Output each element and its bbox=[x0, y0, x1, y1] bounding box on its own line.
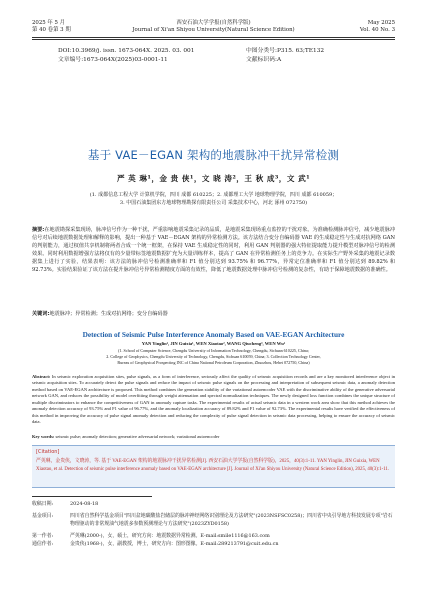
footnote-value: 四川省自然科学基金项目"四川盆地碳酸盐岩储层的脉冲神经网络识别理论及方法研究"(2023NSFSC0258)；四川省中央引导地方科技发展专项"岩石物理驱动的非常规油气地震多参数预测理论与方法研究"(2023ZYD0158) bbox=[70, 512, 393, 527]
affiliations-en bbox=[40, 348, 387, 366]
footnote-value: 金贵侠(1968-)，女，副教授，博士，研究方向：图形图像。E-mail:289213791@cuit.edu.cn bbox=[70, 540, 279, 547]
citation-heading: [Citation] bbox=[36, 449, 60, 455]
citation-text bbox=[36, 458, 391, 473]
header-journal-name bbox=[32, 20, 395, 34]
header-rule-thin bbox=[32, 39, 395, 40]
citation-box bbox=[32, 445, 395, 488]
journal-name-cn: 西安石油大学学报(自然科学版) bbox=[176, 20, 251, 26]
article-title-cn: 基于 VAE－EGAN 架构的地震脉冲干扰异常检测 bbox=[87, 148, 340, 162]
affiliation-line: 3. 中国石油集团东方地球物理勘探有限责任公司 采集技术中心，河北 涿州 072750) bbox=[119, 200, 308, 206]
abstract-text-en: In seismic exploration acquisition sites, pulse signals, as a form of interference, seriously affect the quality of seismic acquisition records and are a key monitored interference object in seismic acquisition sites. To accurately detect the pulse signals and reduce the impact of seismic pulse signals on the processing and interpretation of subsequent seismic data, a anomaly detection method based on VAE-EGAN architecture is proposed. This method combines the generation stability of the variational autoencoder VAE with the discriminative ability of the generative adversarial network GAN, and reduces the possibility of model overfitting through weight attenuation and spectral normalization techniques. The newly designed loss function combines the unique structure of multiple discriminators to enhance the competitiveness of GAN in anomaly capture tasks. The experimental results of actual seismic data in a western work area show that this method achieves the anomaly detection accuracy of 93.75% and F1 value of 96.77%, and the anomaly localization accuracy of 89.82% and F1 value of 92.73%. The experimental results have verified the effectiveness of this method in improving the accuracy of pulse signal anomaly detection and reducing the complexity of pulse signal detection in seismic data processing, helping to ensure the accuracy of seismic data. bbox=[32, 374, 395, 425]
abstract-label-cn: 摘要: bbox=[32, 227, 45, 233]
affiliation-line: (1. School of Computer Science, Chengdu University of Information Technology, Chengdu, Sichuan 610225, China; bbox=[118, 348, 309, 353]
document-code: 文献标识码:A bbox=[246, 57, 282, 63]
running-header bbox=[32, 20, 395, 44]
abstract-text-cn: 在地震勘探采集现场，脉冲信号作为一种干扰，严重影响地震采集记录的品质，是地震采集现场重点监控的干扰对象。为准确检测脉冲信号，减少地震脉冲信号对后续地震数据处理和解释的影响，提出一种基于 VAE－EGAN 架构的异常检测方法。该方法结合变分自编码器 VAE 的生成稳定性与生成对抗网络 GAN 的判别能力，通过权值共享机制将两者合成一个统一框架，在保持 VAE 生成稳定性的同时，利用 GAN 判别器的强大特征提取能力提升模型对脉冲信号的检测效果。同时利用数据增强方法将仅有的少量带标签地震数据扩充为大量训练样本，提高了 GAN 在异常检测任务上的竞争力。在实际生产野外采集的地震记录数据集上进行了实验，结果表明：该方法的脉冲信号检测准确率和 F1 值分别达到 93.75% 和 96.77%，异常定位准确率和 F1 值分别达到 89.82% 和 92.73%。实验结果验证了该方法在提升脉冲信号异常检测精度方面的有效性，降低了地震数据处理中脉冲信号检测的复杂性，有助于保障地震数据的准确性。 bbox=[32, 227, 395, 274]
authors-en: YAN Yinglin¹, JIN Guixia¹, WEN Xiaotao², WANG Qiucheng³, WEN Wu¹ bbox=[141, 341, 286, 346]
keywords-label-cn: 关键词: bbox=[32, 311, 50, 317]
keywords-text-cn: 地震脉冲；异常检测；生成对抗网络；变分自编码器 bbox=[49, 311, 168, 317]
abstract-cn bbox=[32, 226, 395, 275]
article-identifiers bbox=[58, 47, 387, 65]
header-date-en: May 2025 bbox=[367, 20, 395, 26]
article-number: 文章编号:1673-064X(2025)03-0001-11 bbox=[58, 57, 168, 63]
abstract-label-en: Abstract: bbox=[32, 374, 51, 379]
affiliations-cn bbox=[34, 191, 393, 207]
header-issue-en bbox=[360, 20, 395, 34]
footnotes bbox=[32, 501, 395, 549]
footnote-rule bbox=[32, 496, 152, 497]
keywords-cn bbox=[32, 310, 395, 318]
header-volume-cn: 第 40 卷第 3 期 bbox=[32, 27, 71, 33]
affiliation-line: (1. 成都信息工程大学 计算机学院，四川 成都 610225；2. 成都理工大学 地球物理学院，四川 成都 610059； bbox=[89, 192, 338, 198]
header-date-cn: 2025 年 5 月 bbox=[32, 20, 66, 26]
footnote-received bbox=[32, 501, 395, 509]
affiliation-line: Bureau of Geophysical Prospecting INC of China National Petroleum Corporation, Zhuozhou, Hebei 072750, China) bbox=[117, 360, 310, 366]
article-title-en: Detection of Seismic Pulse Interference Anomaly Based on VAE-EGAN Architecture bbox=[82, 330, 345, 339]
footnote-key: 收稿日期: bbox=[32, 501, 54, 507]
citation-en: YAN Yinglin, JIN Guixia, WEN Xiaotao, et al. Detection of seismic pulse interference anomaly based on VAE-EGAN architecture [J]. Journal of Xi'an Shiyou University (Natural Science Edition), 2025, 40(3):1-11. bbox=[36, 459, 390, 472]
journal-name-en: Journal of Xi'an Shiyou University(Natural Science Edition) bbox=[132, 27, 295, 33]
header-volume-en: Vol. 40 No. 3 bbox=[359, 27, 395, 33]
footnote-key: 基金项目: bbox=[32, 512, 54, 519]
footnote-key: 通信作者: bbox=[32, 540, 54, 547]
footnote-key: 第一作者: bbox=[32, 532, 54, 539]
clc-number: 中图分类号:P315. 63;TE132 bbox=[246, 48, 325, 54]
citation-cn: 严英琳，金贵侠，文晓涛，等. 基于 VAE-EGAN 架构的地震脉冲干扰异常检测[J]. 西安石油大学学报(自然科学版)，2025，40(3):1-11. bbox=[36, 459, 316, 464]
footnote-corresponding-author bbox=[32, 541, 395, 549]
affiliation-line: 2. College of Geophysics, Chengdu University of Technology, Chengdu, Sichuan 610059, China; 3. Collection Technology Center, bbox=[106, 354, 321, 360]
keywords-en bbox=[32, 434, 395, 439]
keywords-text-en: seismic pulse; anomaly detection; generative adversarial network; variational autoencoder bbox=[55, 434, 220, 439]
footnote-funding bbox=[32, 513, 395, 529]
footnote-first-author bbox=[32, 533, 395, 541]
doi: DOI:10.3969/j. issn. 1673-064X. 2025. 03. 001 bbox=[58, 48, 195, 54]
footnote-value: 严英琳(2000-)，女，硕士，研究方向：地震数据异常检测。E-mail:smile1116@163.com bbox=[70, 532, 270, 539]
footnote-value: 2024-08-18 bbox=[70, 501, 99, 507]
abstract-en bbox=[32, 374, 395, 426]
authors-cn: 严 英 琳¹，金 贵 侠¹，文 晓 涛²，王 秋 成³，文 武¹ bbox=[116, 174, 311, 183]
keywords-label-en: Key words: bbox=[32, 434, 55, 439]
header-rule bbox=[32, 37, 395, 38]
